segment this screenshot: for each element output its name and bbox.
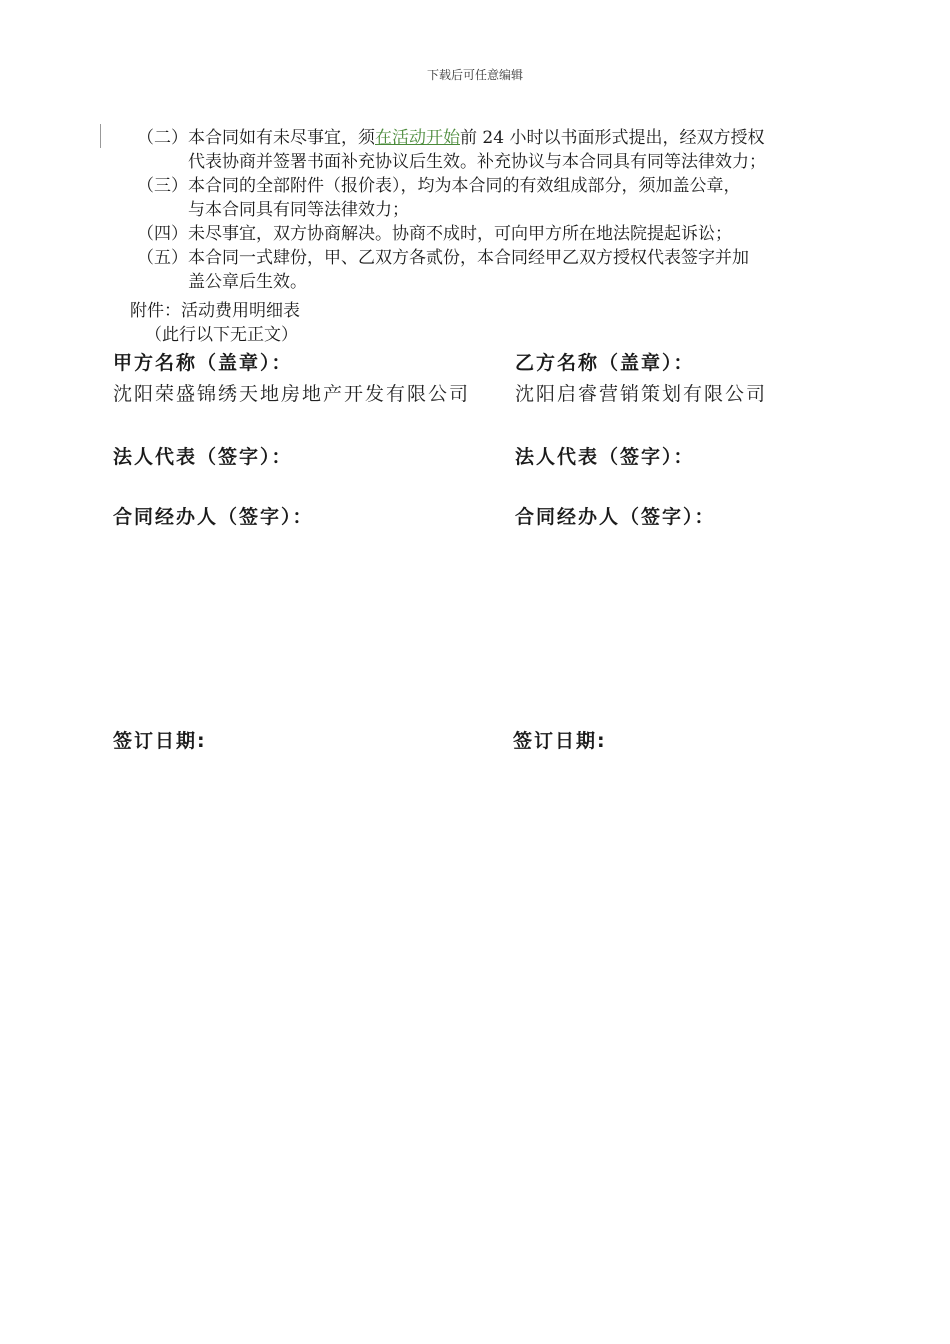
- clause-5-line-2: 盖公章后生效。: [188, 272, 307, 292]
- no-more-text-line: （此行以下无正文）: [145, 325, 298, 345]
- clause-2-line-2: 代表协商并签署书面补充协议后生效。补充协议与本合同具有同等法律效力；: [188, 152, 766, 172]
- clause-3-marker: （三）: [137, 176, 188, 196]
- clause-4-line-1: [137, 222, 732, 246]
- party-a-company: 沈阳荣盛锦绣天地房地产开发有限公司: [113, 383, 471, 405]
- clause-2-tracked-change-link[interactable]: 在活动开始: [375, 128, 460, 148]
- party-a-rep-label: 法人代表（签字）：: [113, 446, 293, 468]
- clause-3-line-1: [137, 174, 741, 198]
- page-header: 下载后可任意编辑: [426, 68, 523, 82]
- clause-2-marker: （二）: [137, 128, 188, 148]
- clause-3-line-2: 与本合同具有同等法律效力；: [188, 200, 409, 220]
- clause-2-line-1: [137, 126, 764, 150]
- party-b-handler-label: 合同经办人（签字）：: [515, 506, 716, 528]
- party-b-rep-label: 法人代表（签字）：: [515, 446, 695, 468]
- revision-bar: [100, 124, 101, 148]
- clause-2-text-pre: 本合同如有未尽事宜，须: [188, 128, 375, 148]
- clause-4-marker: （四）: [137, 224, 188, 244]
- party-b-name-label: 乙方名称（盖章）：: [515, 352, 695, 374]
- party-b-date-label: 签订日期:: [513, 730, 607, 752]
- party-a-handler-label: 合同经办人（签字）：: [113, 506, 314, 528]
- clause-5-line-1: [137, 246, 749, 270]
- party-a-name-label: 甲方名称（盖章）：: [113, 352, 293, 374]
- party-b-company: 沈阳启睿营销策划有限公司: [515, 383, 768, 405]
- clause-5-marker: （五）: [137, 248, 188, 268]
- clause-2-text-post: 前 24 小时以书面形式提出，经双方授权: [460, 128, 765, 148]
- clause-3-text: 本合同的全部附件（报价表），均为本合同的有效组成部分，须加盖公章，: [188, 176, 741, 196]
- attachment-line: 附件：活动费用明细表: [130, 301, 300, 321]
- clause-5-text: 本合同一式肆份，甲、乙双方各贰份，本合同经甲乙双方授权代表签字并加: [188, 248, 749, 268]
- party-a-date-label: 签订日期:: [113, 730, 207, 752]
- clause-4-text: 未尽事宜，双方协商解决。协商不成时，可向甲方所在地法院提起诉讼；: [188, 224, 732, 244]
